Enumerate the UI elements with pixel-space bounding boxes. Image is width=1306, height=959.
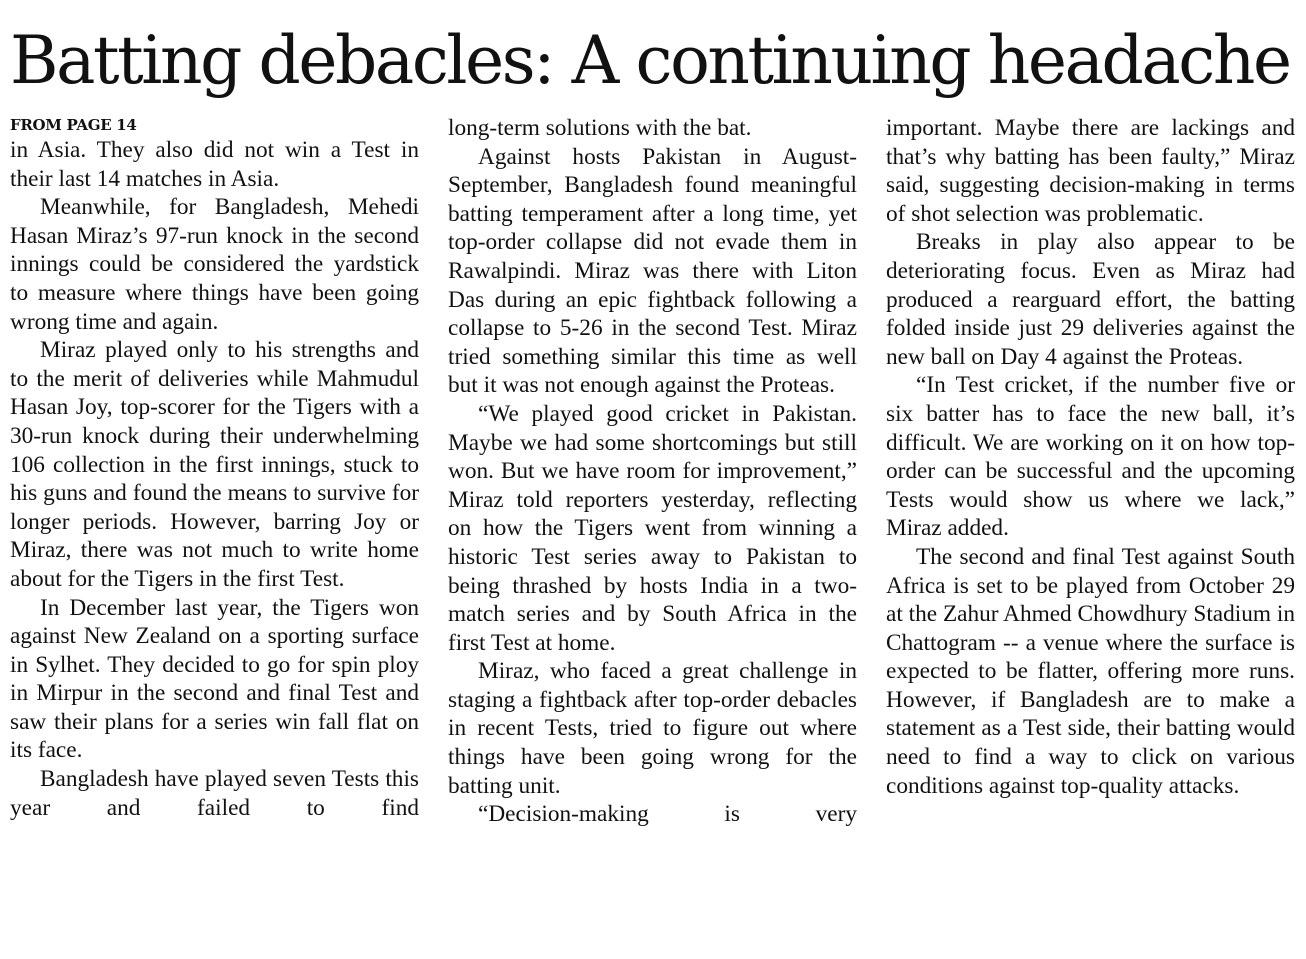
paragraph: Bangladesh have played seven Tests this year and failed to find bbox=[10, 766, 419, 821]
paragraph: “We played good cricket in Pakistan. Maybe we had some shortcomings but still won. But we have room for improvement,” Miraz told reporters yesterday, reflecting on how the Tigers went from winning a historic Test series away to Pakistan to being thrashed by hosts India in a two-match series and by South Africa in the first Test at home. bbox=[448, 400, 857, 656]
paragraph: “Decision-making is very bbox=[478, 801, 857, 828]
paragraph: long-term solutions with the bat. bbox=[448, 115, 752, 141]
article-column-3 bbox=[886, 114, 1295, 800]
paragraph: Meanwhile, for Bangladesh, Mehedi Hasan Miraz’s 97-run knock in the second innings could be considered the yardstick to measure where things have been going wrong time and again. bbox=[10, 194, 419, 335]
paragraph: “In Test cricket, if the number five or six batter has to face the new ball, it’s difficult. We are working on it on how top-order can be successful and the upcoming Tests would show us where we lack,” Miraz added. bbox=[886, 372, 1295, 542]
headline: Batting debacles: A continuing headache bbox=[10, 22, 1290, 99]
paragraph: Miraz, who faced a great challenge in staging a fightback after top-order debacles in recent Tests, tried to figure out where things have been going wrong for the batting unit. bbox=[448, 658, 857, 799]
article-column-1 bbox=[10, 114, 419, 822]
paragraph: In December last year, the Tigers won against New Zealand on a sporting surface in Sylhet. They decided to go for spin ploy in Mirpur in the second and final Test and saw their plans for a series win fall flat on its face. bbox=[10, 594, 419, 764]
continuation-kicker: FROM PAGE 14 bbox=[10, 116, 137, 134]
article-column-2 bbox=[448, 114, 857, 829]
paragraph: important. Maybe there are lackings and that’s why batting has been faulty,” Miraz said, suggesting decision-making in terms of shot selection was problematic. bbox=[886, 115, 1295, 227]
paragraph: in Asia. They also did not win a Test in their last 14 matches in Asia. bbox=[10, 137, 419, 192]
paragraph: Breaks in play also appear to be deteriorating focus. Even as Miraz had produced a rearguard effort, the batting folded inside just 29 deliveries against the new ball on Day 4 against the Proteas. bbox=[886, 229, 1295, 370]
paragraph: Miraz played only to his strengths and to the merit of deliveries while Mahmudul Hasan Joy, top-scorer for the Tigers with a 30-run knock during their underwhelming 106 collection in the first innings, stuck to his guns and found the means to survive for longer periods. However, barring Joy or Miraz, there was not much to write home about for the Tigers in the first Test. bbox=[10, 337, 419, 592]
paragraph: Against hosts Pakistan in August-September, Bangladesh found meaningful batting temperament after a long time, yet top-order collapse did not evade them in Rawalpindi. Miraz was there with Liton Das during an epic fightback following a collapse to 5-26 in the second Test. Miraz tried something similar this time as well but it was not enough against the Proteas. bbox=[448, 143, 857, 399]
paragraph: The second and final Test against South Africa is set to be played from October 29 at the Zahur Ahmed Chowdhury Stadium in Chattogram -- a venue where the surface is expected to be flatter, offering more runs. However, if Bangladesh are to make a statement as a Test side, their batting would need to find a way to click on various conditions against top-quality attacks. bbox=[886, 543, 1295, 799]
